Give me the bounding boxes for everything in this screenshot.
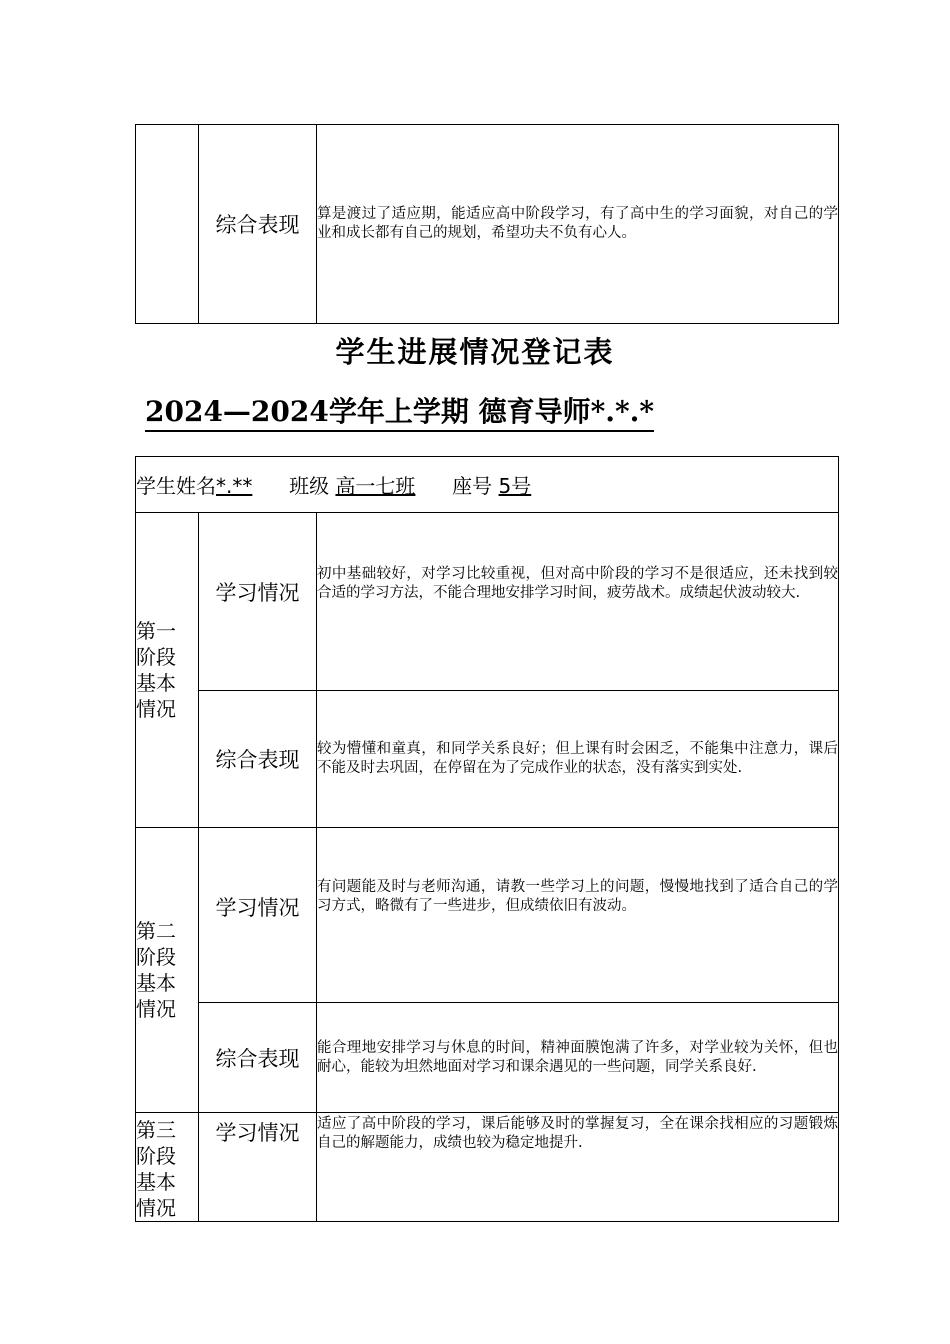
- page-subtitle: 2024—2024学年上学期 德育导师*.*.*: [145, 394, 654, 432]
- previous-record-table: [135, 124, 839, 324]
- stage-1-label: 第一 阶段 基本 情况: [136, 513, 199, 828]
- stage-3-study-label: 学习情况: [199, 1113, 317, 1222]
- seat-value: 5号: [498, 474, 532, 498]
- student-info-row: [136, 457, 839, 513]
- overall-text: 算是渡过了适应期，能适应高中阶段学习，有了高中生的学习面貌，对自己的学业和成长都有自己的规划，希望功夫不负有心人。: [317, 125, 839, 324]
- stage-2-overall-label: 综合表现: [199, 1003, 317, 1113]
- stage-2-overall-text: 能合理地安排学习与休息的时间，精神面膜饱满了许多，对学业较为关怀，但也耐心，能较为坦然地面对学习和课余遇见的一些问题，同学关系良好.: [317, 1003, 839, 1113]
- seat-label: 座号: [452, 474, 493, 498]
- empty-stage-cell: [136, 125, 199, 324]
- stage-2-study-text: 有问题能及时与老师沟通，请教一些学习上的问题，慢慢地找到了适合自己的学习方式，略微有了一些进步，但成绩依旧有波动。: [317, 828, 839, 1003]
- name-label: 学生姓名: [136, 474, 216, 498]
- stage-1-study-label: 学习情况: [199, 513, 317, 691]
- name-value: *.**: [216, 474, 253, 498]
- stage-1-overall-label: 综合表现: [199, 691, 317, 828]
- stage-2-label: 第二 阶段 基本 情况: [136, 828, 199, 1113]
- stage-2-study-label: 学习情况: [199, 828, 317, 1003]
- stage-3-study-text: 适应了高中阶段的学习，课后能够及时的掌握复习，全在课余找相应的习题锻炼自己的解题能力，成绩也较为稳定地提升.: [317, 1113, 839, 1222]
- progress-table: [135, 456, 839, 1222]
- class-label: 班级: [289, 474, 330, 498]
- page-title: 学生进展情况登记表: [335, 335, 615, 369]
- class-value: 高一七班: [335, 474, 416, 498]
- stage-3-label: 第三 阶段 基本 情况: [136, 1113, 199, 1222]
- stage-1-overall-text: 较为懵懂和童真，和同学关系良好；但上课有时会困乏，不能集中注意力，课后不能及时去巩固，在停留在为了完成作业的状态，没有落实到实处.: [317, 691, 839, 828]
- stage-1-study-text: 初中基础较好，对学习比较重视，但对高中阶段的学习不是很适应，还未找到较合适的学习方法，不能合理地安排学习时间，疲劳战术。成绩起伏波动较大.: [317, 513, 839, 691]
- overall-label: 综合表现: [199, 125, 317, 324]
